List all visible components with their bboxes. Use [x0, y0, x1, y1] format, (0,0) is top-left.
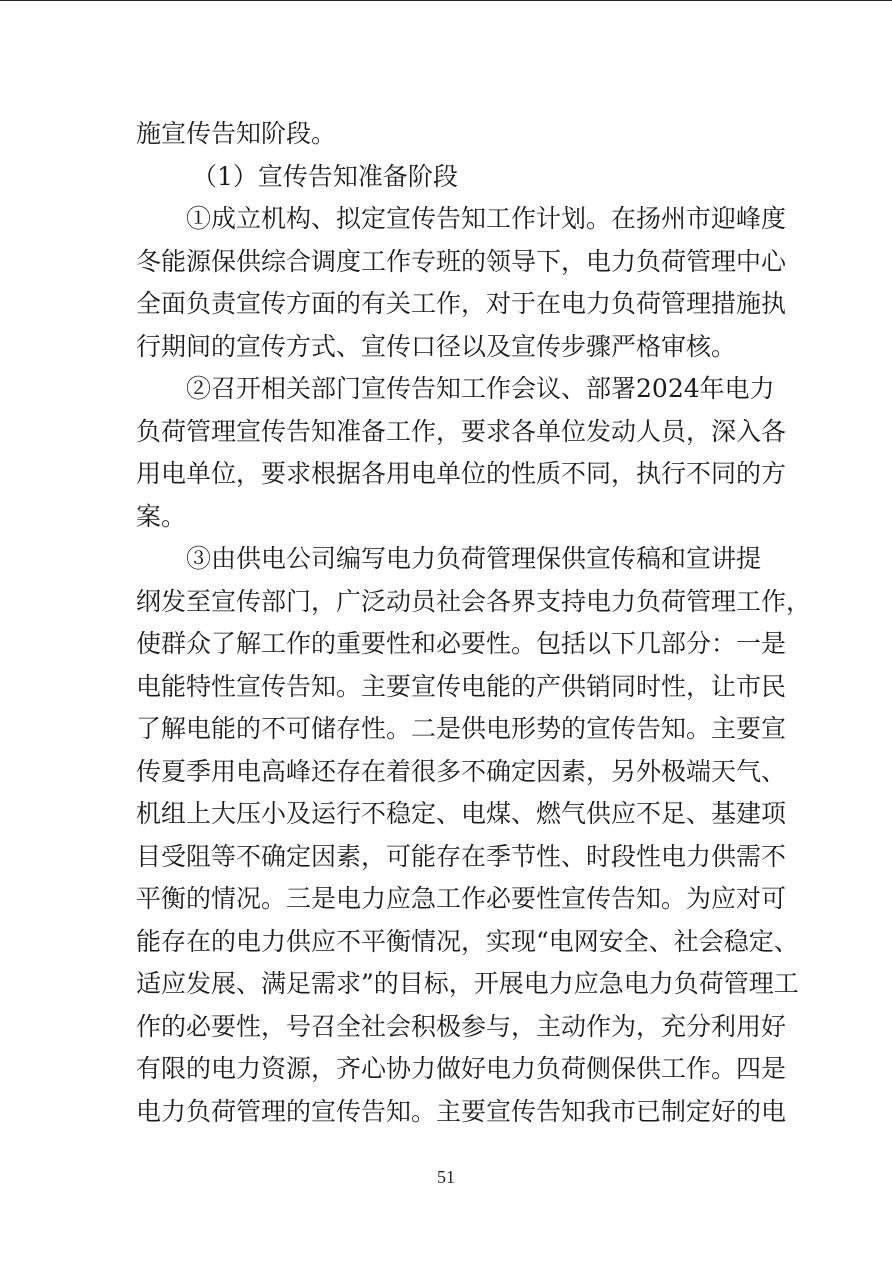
text-line: 施宣传告知阶段。 [136, 119, 337, 148]
text-line: 机组上大压小及运行不稳定、电煤、燃气供应不足、基建项 [136, 799, 787, 828]
text-line: 了解电能的不可储存性。二是供电形势的宣传告知。主要宣 [136, 714, 787, 743]
text-line: 用电单位，要求根据各用电单位的性质不同，执行不同的方 [136, 459, 787, 488]
text-line: 电能特性宣传告知。主要宣传电能的产供销同时性，让市民 [136, 671, 787, 701]
text-line: 纲发至宣传部门，广泛动员社会各界支持电力负荷管理工作， [136, 586, 812, 616]
text-line: 负荷管理宣传告知准备工作，要求各单位发动人员，深入各 [136, 416, 787, 446]
text-line: 有限的电力资源，齐心协力做好电力负荷侧保供工作。四是 [136, 1054, 787, 1083]
text-line: 作的必要性，号召全社会积极参与，主动作为，充分利用好 [136, 1011, 787, 1041]
text-line: 全面负责宣传方面的有关工作，对于在电力负荷管理措施执 [136, 289, 787, 318]
text-line: 能存在的电力供应不平衡情况，实现“电网安全、社会稳定、 [136, 926, 799, 956]
text-line: 使群众了解工作的重要性和必要性。包括以下几部分：一是 [136, 629, 787, 658]
text-line: 冬能源保供综合调度工作专班的领导下，电力负荷管理中心 [136, 246, 787, 276]
text-line: ③由供电公司编写电力负荷管理保供宣传稿和宣讲提 [186, 544, 762, 573]
text-line: 案。 [136, 501, 187, 531]
text-line: 电力负荷管理的宣传告知。主要宣传告知我市已制定好的电 [136, 1096, 787, 1126]
text-line: 适应发展、满足需求”的目标，开展电力应急电力负荷管理工 [136, 969, 799, 998]
text-line: 目受阻等不确定因素，可能存在季节性、时段性电力供需不 [136, 841, 787, 871]
text-line: ②召开相关部门宣传告知工作会议、部署2024年电力 [186, 374, 775, 403]
text-line: 平衡的情况。三是电力应急工作必要性宣传告知。为应对可 [136, 884, 787, 913]
text-line: 传夏季用电高峰还存在着很多不确定因素，另外极端天气、 [136, 756, 787, 786]
page-number: 51 [437, 1167, 455, 1187]
section-heading: （1）宣传告知准备阶段 [192, 161, 458, 191]
text-line: ①成立机构、拟定宣传告知工作计划。在扬州市迎峰度 [186, 204, 787, 233]
body-text [136, 113, 812, 1133]
text-line: 行期间的宣传方式、宣传口径以及宣传步骤严格审核。 [136, 331, 737, 361]
